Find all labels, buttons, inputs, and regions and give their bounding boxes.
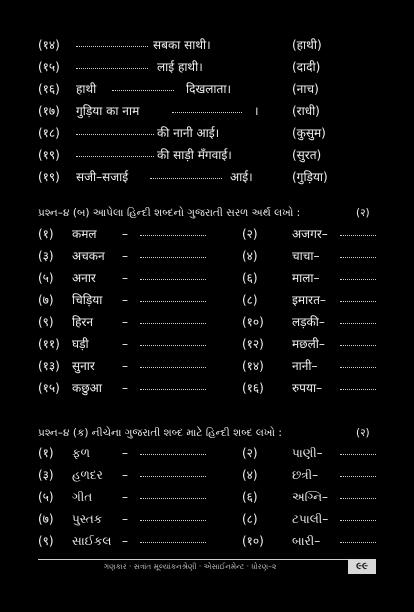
dash: – xyxy=(122,490,128,504)
word: लड़की– xyxy=(292,315,325,329)
word: नानी– xyxy=(292,359,318,373)
answer-blank xyxy=(340,378,376,390)
item-number: (८) xyxy=(242,293,258,307)
dash: – xyxy=(122,534,128,548)
fill-row xyxy=(0,123,414,143)
word: अचकन xyxy=(72,249,105,263)
word: मछली– xyxy=(292,337,325,351)
sentence-end: की नानी आई। xyxy=(157,126,220,140)
item-number: (१४) xyxy=(38,38,60,52)
item-number: (१) xyxy=(38,446,54,460)
word-row xyxy=(0,290,414,310)
blank-line xyxy=(172,101,242,113)
item-number: (१५) xyxy=(38,60,60,74)
item-number: (३) xyxy=(38,249,54,263)
fill-row xyxy=(0,101,414,121)
word: हिरन xyxy=(72,315,94,329)
answer-option: (राधी) xyxy=(292,104,320,118)
blank-line xyxy=(76,35,148,47)
answer-blank xyxy=(140,246,206,258)
answer-option: (नाच) xyxy=(292,82,319,96)
answer-blank xyxy=(340,531,376,543)
word: चाचा– xyxy=(292,249,320,263)
word-row xyxy=(0,334,414,354)
item-number: (१७) xyxy=(38,104,60,118)
word-row xyxy=(0,268,414,288)
item-number: (९) xyxy=(38,315,54,329)
item-number: (११) xyxy=(38,337,60,351)
item-number: (१६) xyxy=(242,381,264,395)
page-number: ૯૯ xyxy=(348,559,376,574)
word: ફળ xyxy=(72,446,90,460)
answer-option: (कुसुम) xyxy=(292,126,326,140)
section-b-marks: (२) xyxy=(356,207,370,219)
item-number: (५) xyxy=(38,490,54,504)
fill-row xyxy=(0,167,414,187)
answer-blank xyxy=(140,443,206,455)
word-row xyxy=(0,246,414,266)
answer-blank xyxy=(340,509,376,521)
dash: – xyxy=(122,512,128,526)
sentence-end: दिखलाता। xyxy=(186,82,232,96)
answer-blank xyxy=(140,356,206,368)
item-number: (३) xyxy=(38,468,54,482)
word-row xyxy=(0,531,414,551)
dash: – xyxy=(122,359,128,373)
item-number: (४) xyxy=(242,468,258,482)
answer-option: (सुरत) xyxy=(292,148,322,162)
answer-blank xyxy=(340,334,376,346)
item-number: (१०) xyxy=(242,315,264,329)
word: અગ્નિ– xyxy=(292,490,329,504)
word: ટપાલી– xyxy=(292,512,329,526)
item-number: (२) xyxy=(242,446,258,460)
section-b-heading-row xyxy=(0,203,414,223)
sentence-end: सबका साथी। xyxy=(153,38,211,52)
item-number: (१६) xyxy=(38,82,60,96)
item-number: (१५) xyxy=(38,381,60,395)
blank-line xyxy=(76,57,148,69)
sentence-start: हाथी xyxy=(76,82,97,96)
item-number: (१९) xyxy=(38,148,60,162)
answer-blank xyxy=(340,224,376,236)
answer-blank xyxy=(140,268,206,280)
word: इमारत– xyxy=(292,293,326,307)
word: બારી– xyxy=(292,534,321,548)
answer-option: (हाथी) xyxy=(292,38,322,52)
item-number: (१३) xyxy=(38,359,60,373)
answer-blank xyxy=(140,465,206,477)
word: છત્રી– xyxy=(292,468,319,482)
sentence-end: की साड़ी मँगवाई। xyxy=(157,148,232,162)
blank-line xyxy=(76,145,154,157)
word-row xyxy=(0,378,414,398)
answer-blank xyxy=(140,531,206,543)
word: माला– xyxy=(292,271,320,285)
item-number: (१२) xyxy=(242,337,264,351)
answer-blank xyxy=(140,334,206,346)
sentence-end: आई। xyxy=(230,170,253,184)
word: પુસ્તક xyxy=(72,512,103,526)
dash: – xyxy=(122,468,128,482)
answer-blank xyxy=(340,487,376,499)
item-number: (१८) xyxy=(38,126,60,140)
answer-blank xyxy=(340,290,376,302)
item-number: (१४) xyxy=(242,359,264,373)
word-row xyxy=(0,509,414,529)
item-number: (८) xyxy=(242,512,258,526)
answer-blank xyxy=(340,443,376,455)
dash: – xyxy=(122,293,128,307)
dash: – xyxy=(122,249,128,263)
answer-blank xyxy=(140,378,206,390)
word: સાઈકલ xyxy=(72,534,112,548)
fill-row xyxy=(0,79,414,99)
section-b-heading: પ્રશ્ન–૪ (બ) આપેલા હિન્દી શબ્દનો ગુજરાતી સરળ અર્થ લખો : xyxy=(38,207,301,219)
word: कछुआ xyxy=(72,381,102,395)
answer-blank xyxy=(140,487,206,499)
word-row xyxy=(0,465,414,485)
item-number: (५) xyxy=(38,271,54,285)
word-row xyxy=(0,356,414,376)
dash: – xyxy=(122,446,128,460)
item-number: (२) xyxy=(242,227,258,241)
sentence-start: सजी–सजाई xyxy=(76,170,129,184)
dash: – xyxy=(122,227,128,241)
word: હળદર xyxy=(72,468,103,482)
item-number: (१) xyxy=(38,227,54,241)
blank-line xyxy=(112,79,174,91)
answer-blank xyxy=(140,290,206,302)
answer-blank xyxy=(340,246,376,258)
dash: – xyxy=(122,315,128,329)
item-number: (४) xyxy=(242,249,258,263)
section-k-marks: (२) xyxy=(356,427,370,439)
answer-blank xyxy=(340,356,376,368)
answer-blank xyxy=(140,509,206,521)
sentence-end: लाई हाथी। xyxy=(157,60,203,74)
section-k-heading-row xyxy=(0,423,414,443)
sentence-end: । xyxy=(254,104,259,118)
answer-blank xyxy=(340,465,376,477)
word-row xyxy=(0,312,414,332)
word: अनार xyxy=(72,271,96,285)
word: चिड़िया xyxy=(72,293,103,307)
word-row xyxy=(0,487,414,507)
word: घड़ी xyxy=(72,337,89,351)
word: सुनार xyxy=(72,359,95,373)
word: ગીત xyxy=(72,490,93,504)
item-number: (१९) xyxy=(38,170,60,184)
item-number: (६) xyxy=(242,490,258,504)
answer-blank xyxy=(140,224,206,236)
word-row xyxy=(0,443,414,463)
section-k-heading: પ્રશ્ન–૪ (ક) નીચેના ગુજરાતી શબ્દ માટે હિન્દી શબ્દ લખો : xyxy=(38,427,282,439)
answer-option: (गुड़िया) xyxy=(292,170,328,184)
footer-divider xyxy=(38,559,376,560)
item-number: (१०) xyxy=(242,534,264,548)
answer-option: (दादी) xyxy=(292,60,321,74)
dash: – xyxy=(122,271,128,285)
fill-row xyxy=(0,35,414,55)
fill-row xyxy=(0,57,414,77)
footer-text: ગણકાર · સત્રાંત મૂલ્યાંકનશ્રેણી · એસાઈનમેન્ટ · ધોરણ–૨ xyxy=(103,562,277,571)
item-number: (९) xyxy=(38,534,54,548)
dash: – xyxy=(122,337,128,351)
item-number: (६) xyxy=(242,271,258,285)
word: कमल xyxy=(72,227,97,241)
word: रुपया– xyxy=(292,381,323,395)
answer-blank xyxy=(340,312,376,324)
answer-blank xyxy=(140,312,206,324)
item-number: (७) xyxy=(38,512,54,526)
word: પાણી– xyxy=(292,446,323,460)
word-row xyxy=(0,224,414,244)
dash: – xyxy=(122,381,128,395)
sentence-start: गुड़िया का नाम xyxy=(76,104,140,118)
word: अजगर– xyxy=(292,227,328,241)
item-number: (७) xyxy=(38,293,54,307)
answer-blank xyxy=(340,268,376,280)
blank-line xyxy=(150,167,222,179)
blank-line xyxy=(76,123,154,135)
fill-row xyxy=(0,145,414,165)
